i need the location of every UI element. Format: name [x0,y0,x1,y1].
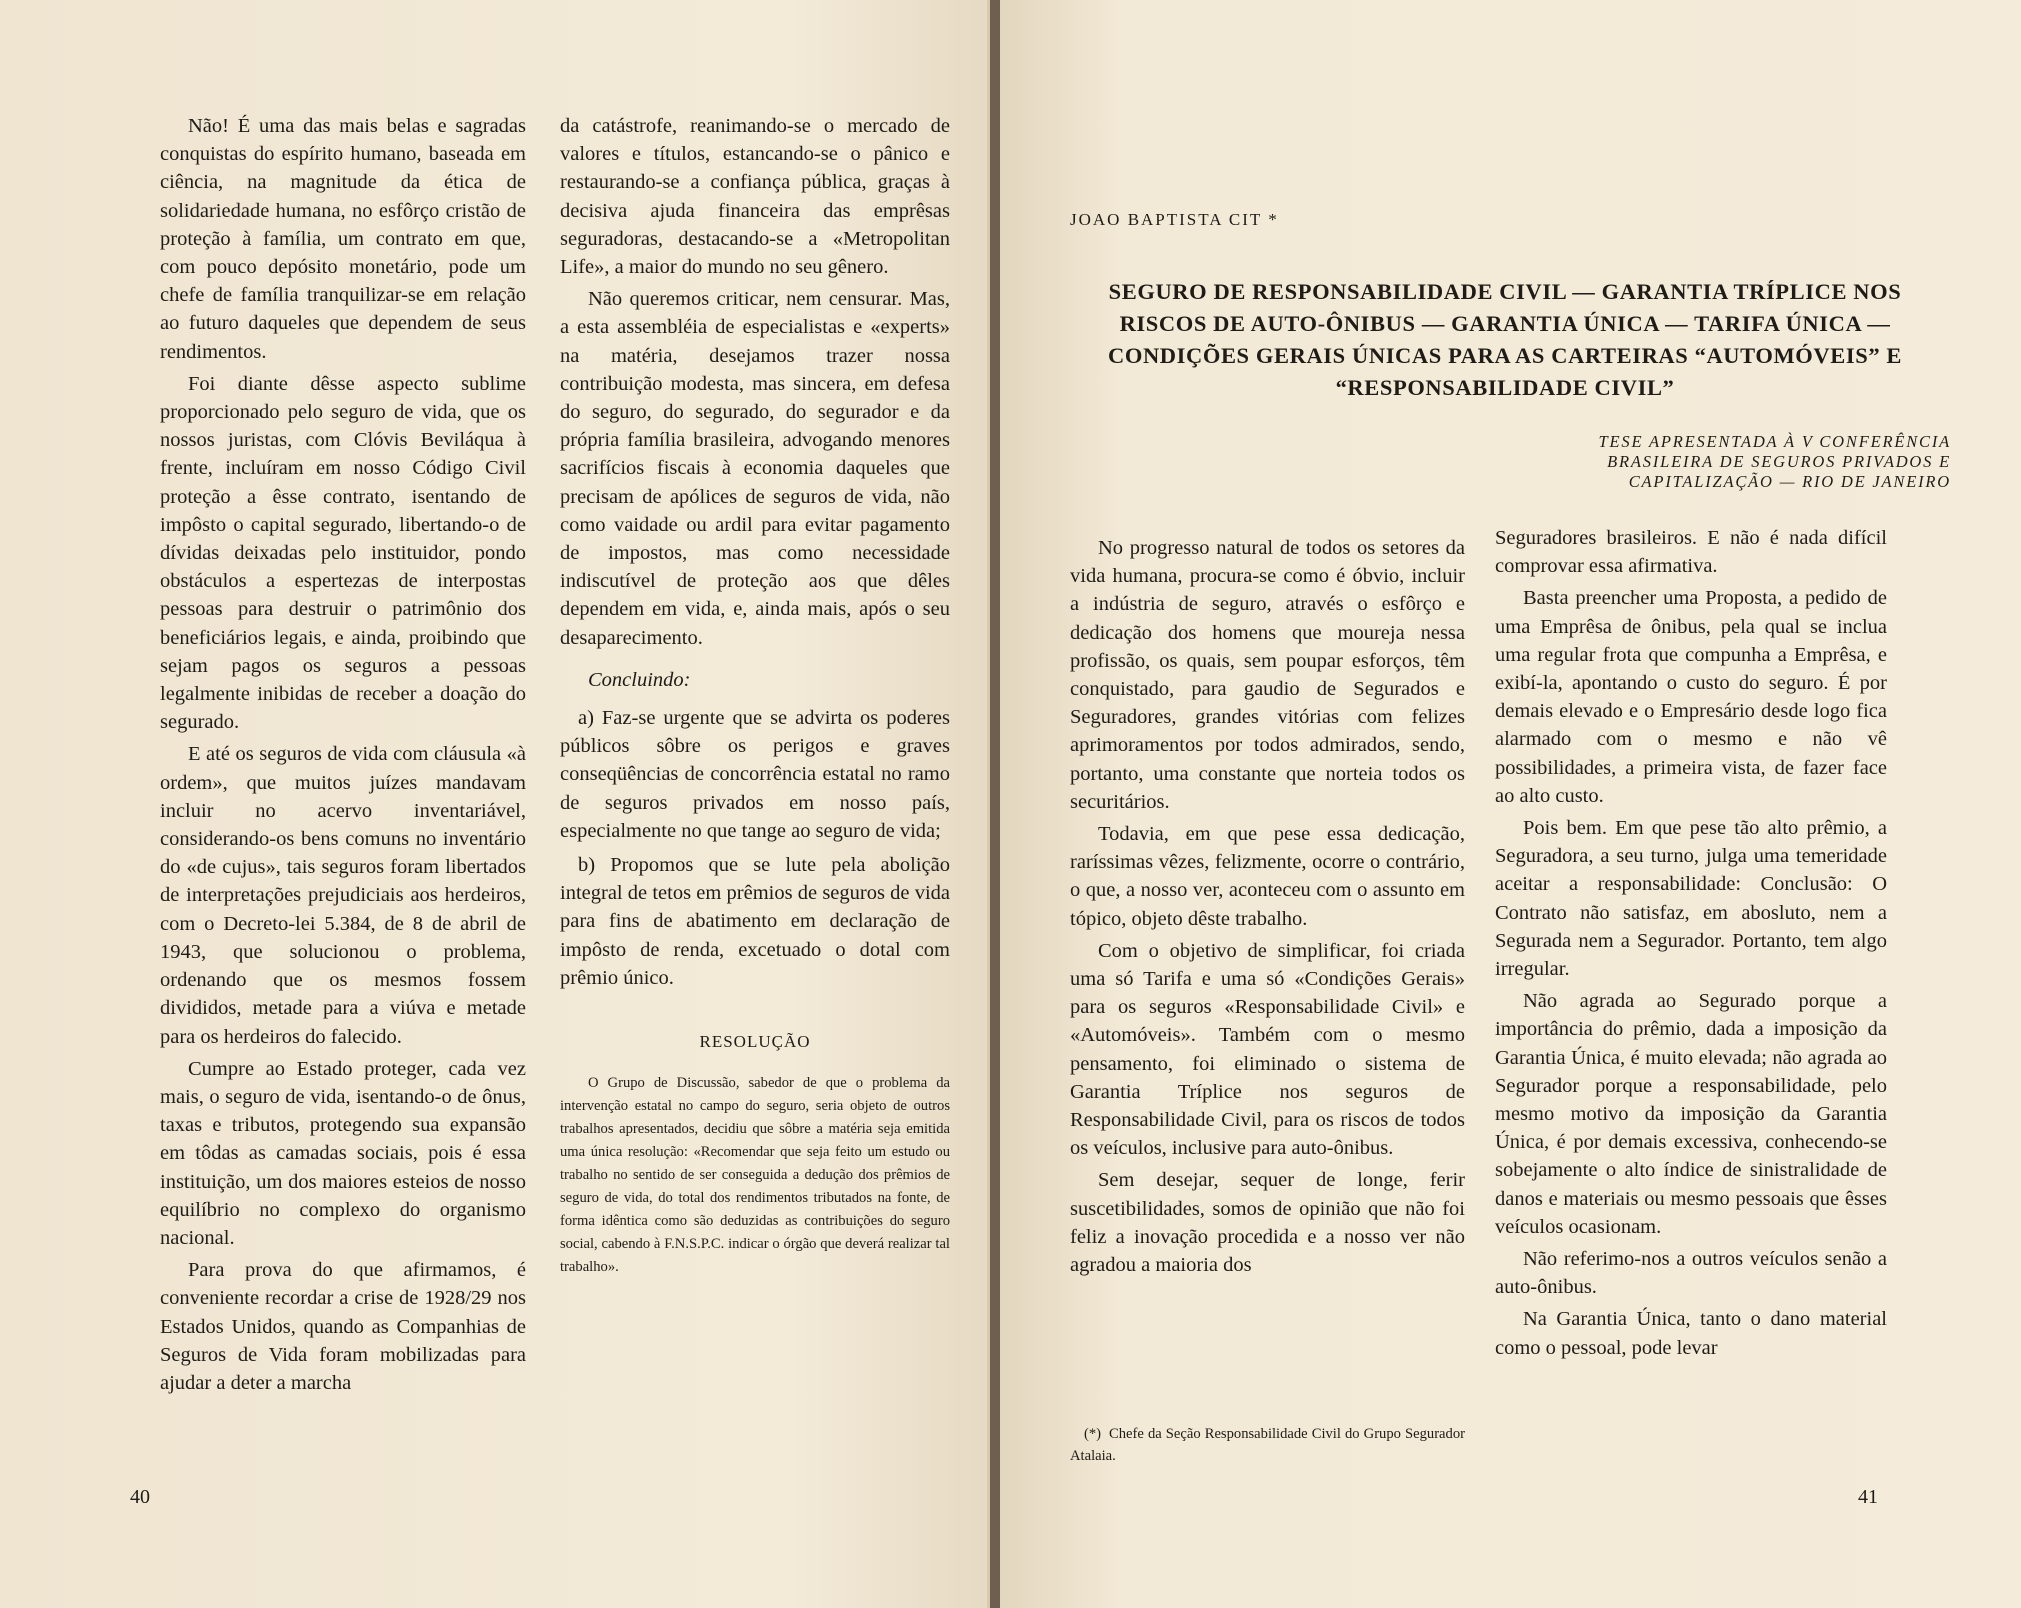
paragraph: Não queremos criticar, nem censurar. Mas, a esta assembléia de especialistas e «experts» na matéria, desejamos trazer nossa contribuição modesta, mas sincera, em defesa do seguro, do segurado, do segurador e da própria família brasileira, advogando menores sacrifícios fiscais à economia daqueles que precisam de apólices de seguros de vida, não como vaidade ou ardil para evitar pagamento de impostos, mas como necessidade indiscutível de proteção aos que dêles dependem em vida, e, ainda mais, após o seu desaparecimento. [560,288,950,649]
concluding-label: Concluindo: [588,668,691,691]
paragraph: Cumpre ao Estado proteger, cada vez mais, o seguro de vida, isentando-o de ônus, taxas e tributos, protegendo sua expansão em tôdas as camadas sociais, pois é essa instituição, um dos maiores esteios de nosso equilíbrio no complexo do organismo nacional. [160,1057,526,1249]
left-column-1 [160,112,526,1401]
left-page [0,0,990,1608]
paragraph: Não referimo-nos a outros veículos senão a auto-ônibus. [1495,1248,1887,1299]
paragraph: Basta preencher uma Proposta, a pedido de uma Emprêsa de ônibus, pela qual se inclua uma regular frota que compunha a Emprêsa, e exibí-la, apontando o custo do seguro. É por demais elevado e o Empresário desde logo fica alarmado com o mesmo e não vê possibilidades, a primeira vista, de fazer face ao alto custo. [1495,587,1887,807]
author-name: JOAO BAPTISTA CIT * [1070,210,1279,229]
right-page [1000,0,2021,1608]
paragraph: Para prova do que afirmamos, é conveniente recordar a crise de 1928/29 nos Estados Unidos, quando as Companhias de Seguros de Vida foram mobilizadas para ajudar a deter a marcha [160,1259,526,1394]
paragraph: Todavia, em que pese essa dedicação, raríssimas vêzes, felizmente, ocorre o contrário, o que, a nosso ver, aconteceu com o assunto em tópico, objeto dêste trabalho. [1070,823,1465,930]
paragraph: Sem desejar, sequer de longe, ferir suscetibilidades, somos de opinião que não foi feliz a inovação procedida e a nosso ver não agradou a maioria dos [1070,1169,1465,1277]
paragraph: Seguradores brasileiros. E não é nada difícil comprovar essa afirmativa. [1495,527,1887,578]
right-column-1 [1070,534,1465,1283]
page-number-right: 41 [1858,1486,1878,1508]
resolution-text: O Grupo de Discussão, sabedor de que o problema da intervenção estatal no campo do seguro, seria objeto de outros trabalhos apresentados, decidiu que sôbre a matéria seja emitida uma única resolução: «Recomendar que seja feito um estudo ou trabalho no sentido de ser conseguida a dedução dos prêmios de seguro de vida, do total dos rendimentos tributados na fonte, de forma idêntica como são deduzidas as contribuições do seguro social, cabendo à F.N.S.P.C. indicar o órgão que deverá realizar tal trabalho». [560,1075,950,1276]
paragraph: da catástrofe, reanimando-se o mercado de valores e títulos, estancando-se o pânico e restaurando-se a confiança pública, graças à decisiva ajuda financeira das emprêsas seguradoras, destacando-se a «Metropolitan Life», a maior do mundo no seu gênero. [560,115,950,279]
thesis-subtitle: TESE APRESENTADA À V CONFERÊNCIA BRASILEIRA DE SEGUROS PRIVADOS E CAPITALIZAÇÃO — RIO DE JANEIRO [1598,432,1951,491]
paragraph: Não agrada ao Segurado porque a importância do prêmio, dada a imposição da Garantia Única, é muito elevada; não agrada ao Segurador porque a responsabilidade, pelo mesmo motivo da imposição da Garantia Única, é por demais excessiva, conhecendo-se sobejamente o alto índice de sinistralidade de danos e materiais ou mesmo pessoais que êsses veículos ocasionam. [1495,990,1887,1238]
conclusion-item: a) Faz-se urgente que se advirta os poderes públicos sôbre os perigos e graves conseqüências de concorrência estatal no ramo de seguros privados em nosso país, especialmente no que tange ao seguro de vida; [560,707,950,842]
page-number-left: 40 [130,1486,150,1508]
article-headline: SEGURO DE RESPONSABILIDADE CIVIL — GARANTIA TRÍPLICE NOS RISCOS DE AUTO-ÔNIBUS — GARANTIA ÚNICA — TARIFA ÚNICA — CONDIÇÕES GERAIS ÚNICAS PARA AS CARTEIRAS “AUTOMÓVEIS” E “RESPONSABILIDADE CIVIL” [1108,279,1902,400]
paragraph: Foi diante dêsse aspecto sublime proporcionado pelo seguro de vida, que os nossos juristas, com Clóvis Beviláqua à frente, incluíram em nosso Código Civil proteção a êsse contrato, isentando de impôsto o capital segurado, libertando-o de dívidas deixadas pelo instituidor, pondo obstáculos a espertezas de interpostas pessoas para destruir o patrimônio dos beneficiários legais, e ainda, proibindo que sejam pagos os seguros a pessoas legalmente inibidas de receber a doação do segurado. [160,372,526,734]
paragraph: Na Garantia Única, tanto o dano material como o pessoal, pode levar [1495,1308,1887,1359]
paragraph: No progresso natural de todos os setores da vida humana, procura-se como é óbvio, incluir a indústria de seguro, através o esfôrço e dedicação dos homens que moureja nessa profissão, os quais, sem poupar esforços, têm conquistado, para gaudio de Segurados e Seguradores, grandes vitórias com felizes aprimoramentos por todos admirados, sendo, portanto, uma constante que norteia todos os securitários. [1070,537,1465,813]
footnote-text: Chefe da Seção Responsabilidade Civil do Grupo Segurador Atalaia. [1070,1426,1465,1464]
conclusion-item: b) Propomos que se lute pela abolição integral de tetos em prêmios de seguros de vida para fins de abatimento em declaração de impôsto de renda, excetuado o dotal com prêmio único. [560,854,950,989]
paragraph: E até os seguros de vida com cláusula «à ordem», que muitos juízes mandavam incluir no acervo inventariável, considerando-os bens comuns no inventário do «de cujus», tais seguros foram libertados de interpretações prejudiciais aos herdeiros, com o Decreto-lei 5.384, de 8 de abril de 1943, que solucionou o problema, ordenando que os mesmos fossem divididos, metade para a viúva e metade para os herdeiros do falecido. [160,743,526,1048]
footnote [1070,1423,1465,1467]
paragraph: Pois bem. Em que pese tão alto prêmio, a Seguradora, a seu turno, julga uma temeridade aceitar a responsabilidade: Conclusão: O Contrato não satisfaz, em abosluto, nem a Segurada nem a Segurador. Portanto, tem algo irregular. [1495,817,1887,981]
paragraph: Com o objetivo de simplificar, foi criada uma só Tarifa e uma só «Condições Gerais» para os seguros «Responsabilidade Civil» e «Automóveis». Também com o mesmo pensamento, foi eliminado o sistema de Garantia Tríplice nos seguros de Responsabilidade Civil, para os riscos de todos os veículos, inclusive para auto-ônibus. [1070,939,1465,1160]
resolution-title: RESOLUÇÃO [699,1032,811,1052]
footnote-mark: (*) [1084,1426,1102,1442]
left-column-2 [560,112,950,1283]
paragraph: Não! É uma das mais belas e sagradas conquistas do espírito humano, baseada em ciência, na magnitude da ética de solidariedade humana, no esfôrço cristão de proteção à família, um contrato em que, com pouco depósito monetário, pode um chefe de família tranquilizar-se em relação ao futuro daqueles que dependem de seus rendimentos. [160,115,526,363]
right-column-2 [1495,524,1887,1366]
